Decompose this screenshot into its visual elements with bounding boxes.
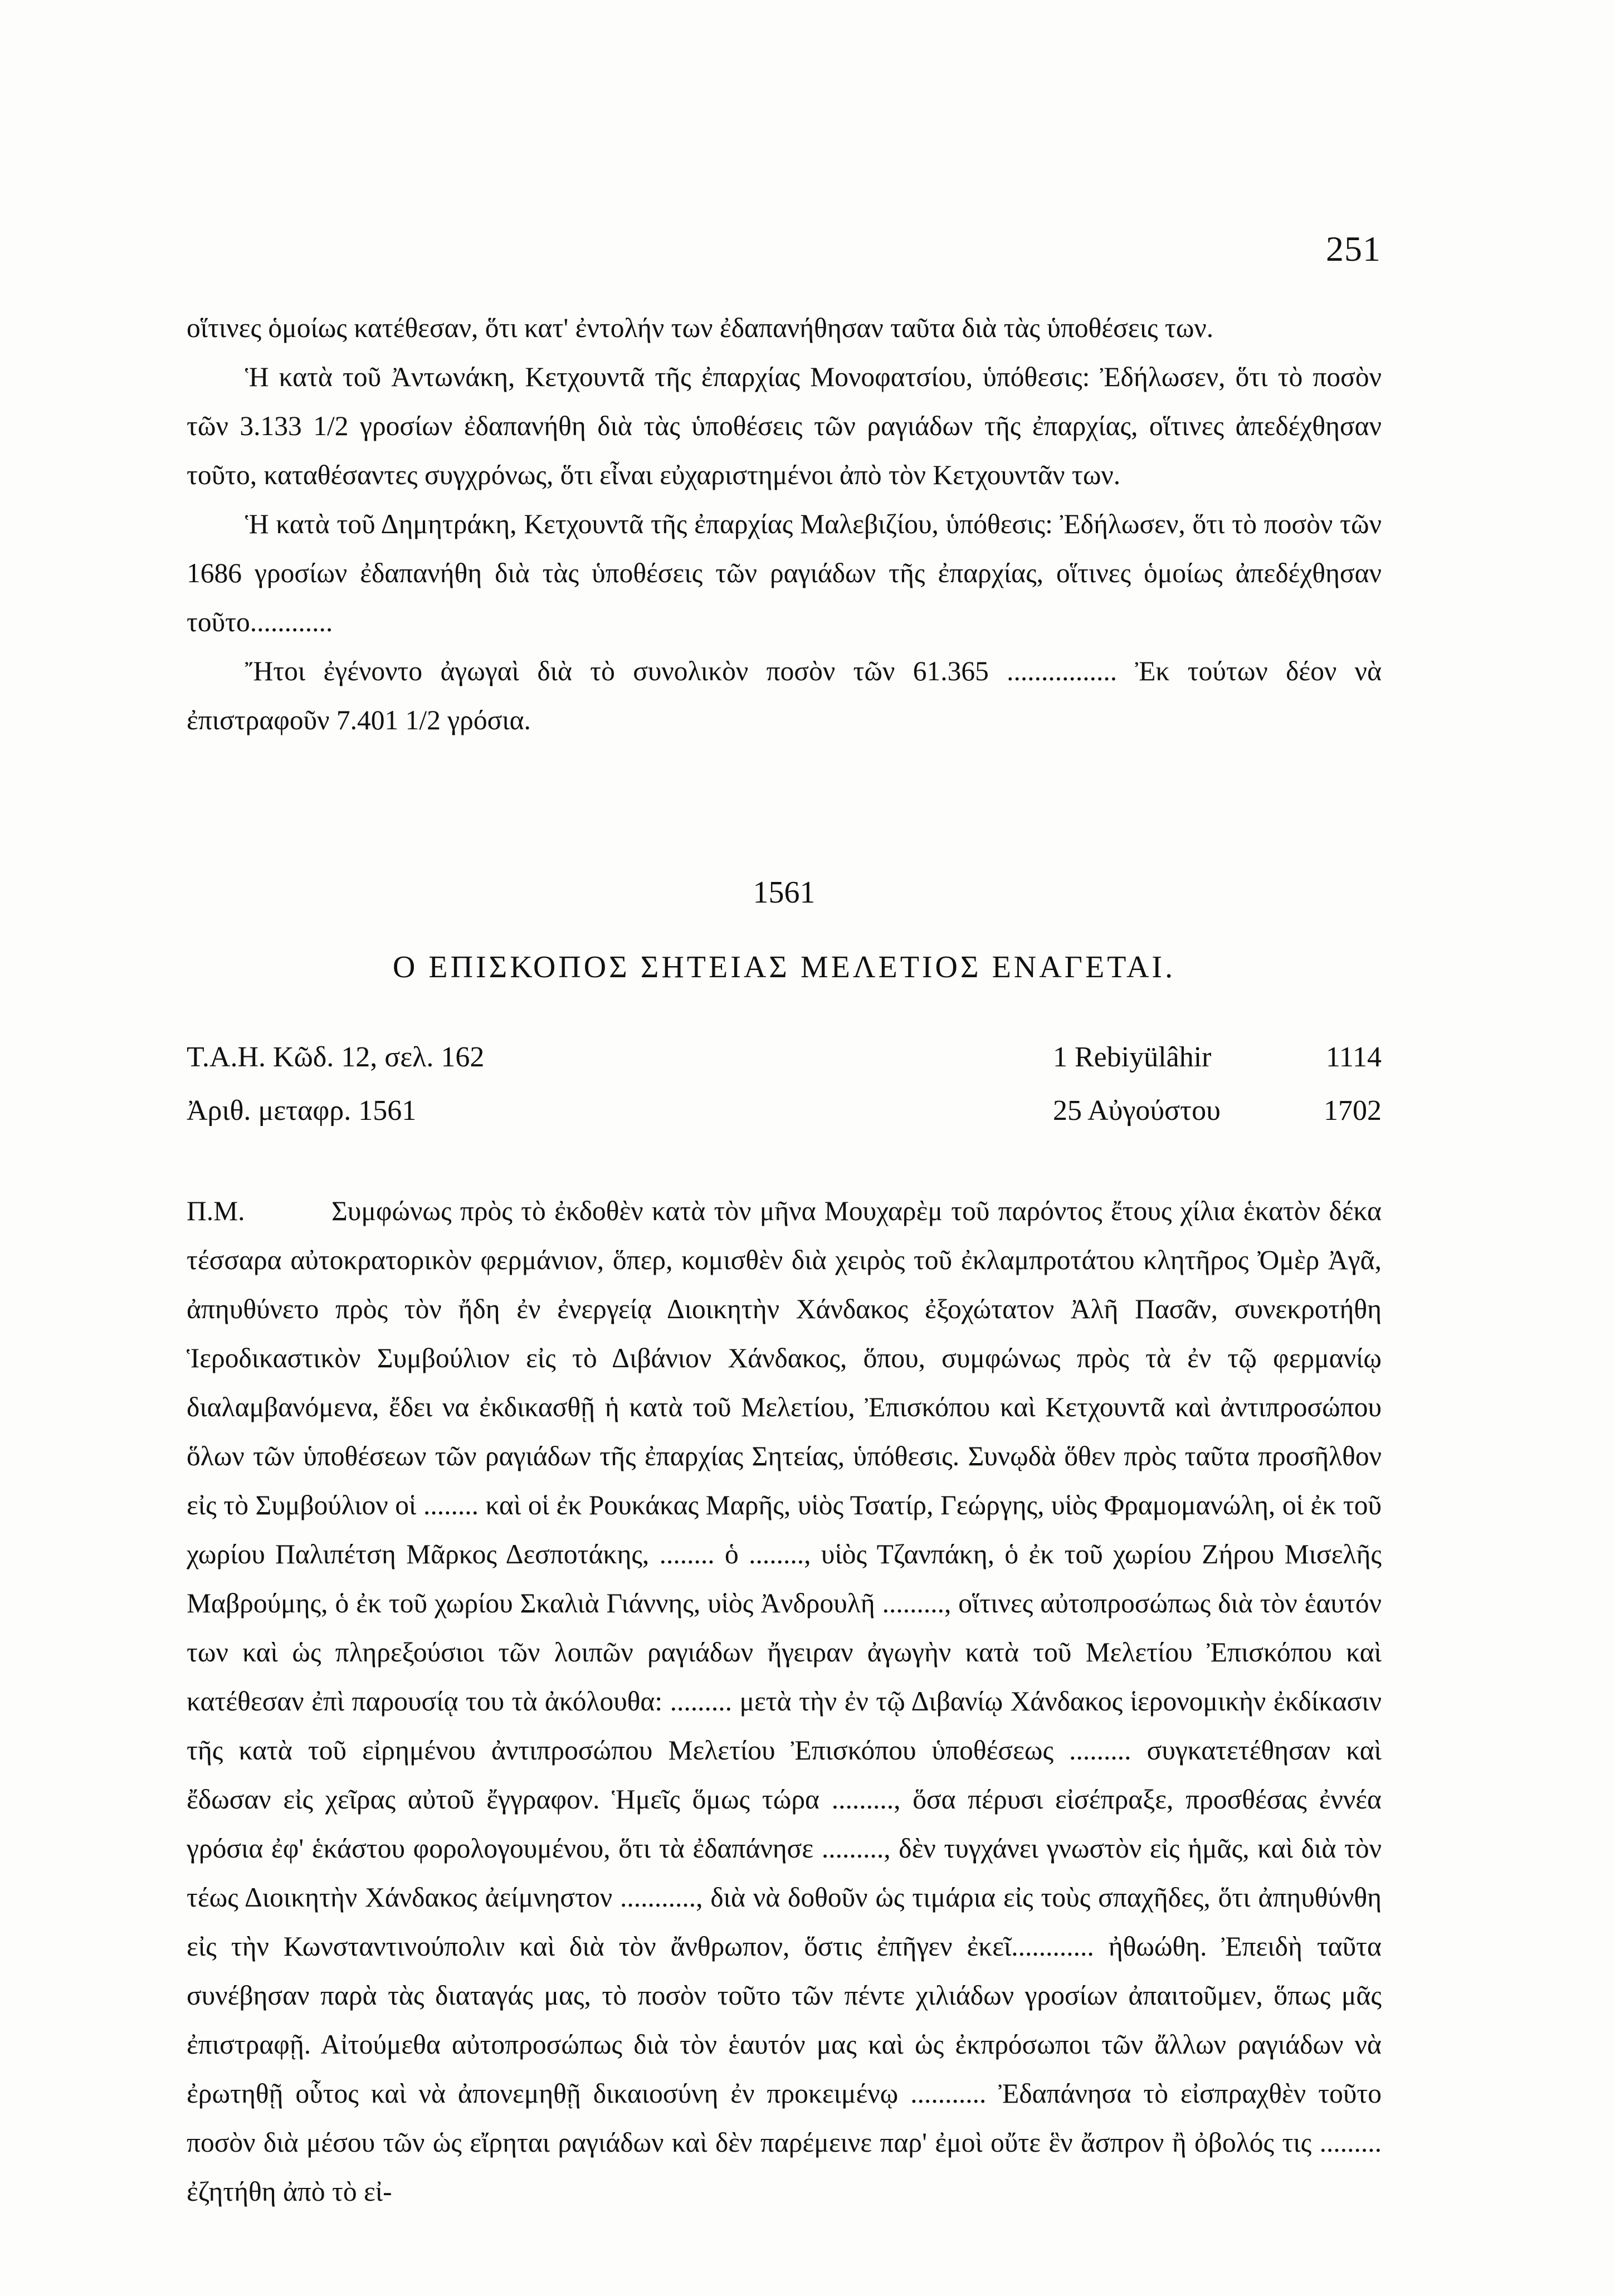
gregorian-day-month: 25 Αὐγούστου [1053,1095,1221,1127]
continuation-section [187,304,1382,745]
gregorian-year: 1702 [1324,1095,1382,1127]
hijri-day-month: 1 Rebiyülâhir [1053,1041,1212,1073]
translation-number: Ἀριθ. μεταφρ. 1561 [187,1095,417,1127]
document-number: 1561 [753,875,816,910]
main-text-section [187,1187,1382,2216]
paragraph-antonakis-case: Ἡ κατὰ τοῦ Ἀντωνάκη, Κετχουντᾶ τῆς ἐπαρχίας Μονοφατσίου, ὑπόθεσις: Ἐδήλωσεν, ὅτι τὸ ποσὸν τῶν 3.133 1/2 γροσίων ἐδαπανήθη διὰ τὰς ὑποθέσεις τῶν ραγιάδων τῆς ἐπαρχίας, οἵτινες ἀπεδέχθησαν τοῦτο, καταθέσαντες συγχρόνως, ὅτι εἶναι εὐχαριστημένοι ἀπὸ τὸν Κετχουντᾶν των. [187,362,1382,490]
source-row [187,1031,1382,1084]
gregorian-date [1053,1084,1382,1138]
source-reference: Τ.Α.Η. Κῶδ. 12, σελ. 162 [187,1041,485,1073]
main-paragraph [187,1187,1382,2216]
page-number: 251 [1326,229,1381,269]
paragraph-dimitrakis-case: Ἡ κατὰ τοῦ Δημητράκη, Κετχουντᾶ τῆς ἐπαρχίας Μαλεβιζίου, ὑπόθεσις: Ἐδήλωσεν, ὅτι τὸ ποσὸν τῶν 1686 γροσίων ἐδαπανήθη διὰ τὰς ὑποθέσεις τῶν ραγιάδων τῆς ἐπαρχίας, οἵτινες ὁμοίως ἀπεδέχθησαν τοῦτο............ [187,509,1382,637]
hijri-year: 1114 [1325,1041,1382,1073]
paragraph-continuation: οἵτινες ὁμοίως κατέθεσαν, ὅτι κατ' ἐντολήν των ἐδαπανήθησαν ταῦτα διὰ τὰς ὑποθέσεις των. [187,313,1214,343]
main-text-label: Π.Μ. [187,1196,245,1226]
hijri-date [1053,1031,1382,1084]
document-heading [187,875,1382,985]
translation-row [187,1084,1382,1138]
paragraph-total-summary: Ἤτοι ἐγένοντο ἀγωγαὶ διὰ τὸ συνολικὸν ποσὸν τῶν 61.365 ................ Ἐκ τούτων δέον νὰ ἐπιστραφοῦν 7.401 1/2 γρόσια. [187,656,1382,735]
document-metadata [187,1031,1382,1138]
main-text-body: Συμφώνως πρὸς τὸ ἐκδοθὲν κατὰ τὸν μῆνα Μουχαρὲμ τοῦ παρόντος ἔτους χίλια ἑκατὸν δέκα τέσσαρα αὐτοκρατορικὸν φερμάνιον, ὅπερ, κομισθὲν διὰ χειρὸς τοῦ ἐκλαμπροτάτου κλητῆρος Ὀμὲρ Ἀγᾶ, ἀπηυθύνετο πρὸς τὸν ἤδη ἐν ἐνεργείᾳ Διοικητὴν Χάνδακος ἐξοχώτατον Ἀλῆ Πασᾶν, συνεκροτήθη Ἱεροδικαστικὸν Συμβούλιον εἰς τὸ Διβάνιον Χάνδακος, ὅπου, συμφώνως πρὸς τὰ ἐν τῷ φερμανίῳ διαλαμβανόμενα, ἔδει να ἐκδικασθῇ ἡ κατὰ τοῦ Μελετίου, Ἐπισκόπου καὶ Κετχουντᾶ καὶ ἀντιπροσώπου ὅλων τῶν ὑποθέσεων τῶν ραγιάδων τῆς ἐπαρχίας Σητείας, ὑπόθεσις. Συνῳδὰ ὅθεν πρὸς ταῦτα προσῆλθον εἰς τὸ Συμβούλιον οἱ ........ καὶ οἱ ἐκ Ρουκάκας Μαρῆς, υἱὸς Τσατίρ, Γεώργης, υἱὸς Φραμομανώλη, οἱ ἐκ τοῦ χωρίου Παλιπέτση Μᾶρκος Δεσποτάκης, ........ ὁ ........, υἱὸς Τζανπάκη, ὁ ἐκ τοῦ χωρίου Ζήρου Μισελῆς Μαβρούμης, ὁ ἐκ τοῦ χωρίου Σκαλιὰ Γιάννης, υἱὸς Ἀνδρουλῆ ........., οἵτινες αὐτοπροσώπως διὰ τὸν ἑαυτόν των καὶ ὡς πληρεξούσιοι τῶν λοιπῶν ραγιάδων ἤγειραν ἀγωγὴν κατὰ τοῦ Μελετίου Ἐπισκόπου καὶ κατέθεσαν ἐπὶ παρουσίᾳ του τὰ ἀκόλουθα: ......... μετὰ τὴν ἐν τῷ Διβανίῳ Χάνδακος ἱερονομικὴν ἐκδίκασιν τῆς κατὰ τοῦ εἰρημένου ἀντιπροσώπου Μελετίου Ἐπισκόπου ὑποθέσεως ......... συγκατετέθησαν καὶ ἔδωσαν εἰς χεῖρας αὐτοῦ ἔγγραφον. Ἡμεῖς ὅμως τώρα ........., ὅσα πέρυσι εἰσέπραξε, προσθέσας ἐννέα γρόσια ἐφ' ἑκάστου φορολογουμένου, ὅτι τὰ ἐδαπάνησε ........., δὲν τυγχάνει γνωστὸν εἰς ἡμᾶς, καὶ διὰ τὸν τέως Διοικητὴν Χάνδακος ἀείμνηστον ..........., διὰ νὰ δοθοῦν ὡς τιμάρια εἰς τοὺς σπαχῆδες, ὅτι ἀπηυθύνθη εἰς τὴν Κωνσταντινούπολιν καὶ διὰ τὸν ἄνθρωπον, ὅστις ἐπῆγεν ἐκεῖ............ ἠθωώθη. Ἐπειδὴ ταῦτα συνέβησαν παρὰ τὰς διαταγάς μας, τὸ ποσὸν τοῦτο τῶν πέντε χιλιάδων γροσίων ἀπαιτοῦμεν, ὅπως μᾶς ἐπιστραφῇ. Αἰτούμεθα αὐτοπροσώπως διὰ τὸν ἑαυτόν μας καὶ ὡς ἐκπρόσωποι τῶν ἄλλων ραγιάδων νὰ ἐρωτηθῇ οὗτος καὶ νὰ ἀπονεμηθῇ δικαιοσύνη ἐν προκειμένῳ ........... Ἐδαπάνησα τὸ εἰσπραχθὲν τοῦτο ποσὸν διὰ μέσου τῶν ὡς εἴρηται ραγιάδων καὶ δὲν παρέμεινε παρ' ἐμοὶ οὔτε ἓν ἄσπρον ἢ ὀβολός τις ......... ἐζητήθη ἀπὸ τὸ εἰ- [187,1196,1382,2207]
document-title: Ο ΕΠΙΣΚΟΠΟΣ ΣΗΤΕΙΑΣ ΜΕΛΕΤΙΟΣ ΕΝΑΓΕΤΑΙ. [392,950,1176,984]
